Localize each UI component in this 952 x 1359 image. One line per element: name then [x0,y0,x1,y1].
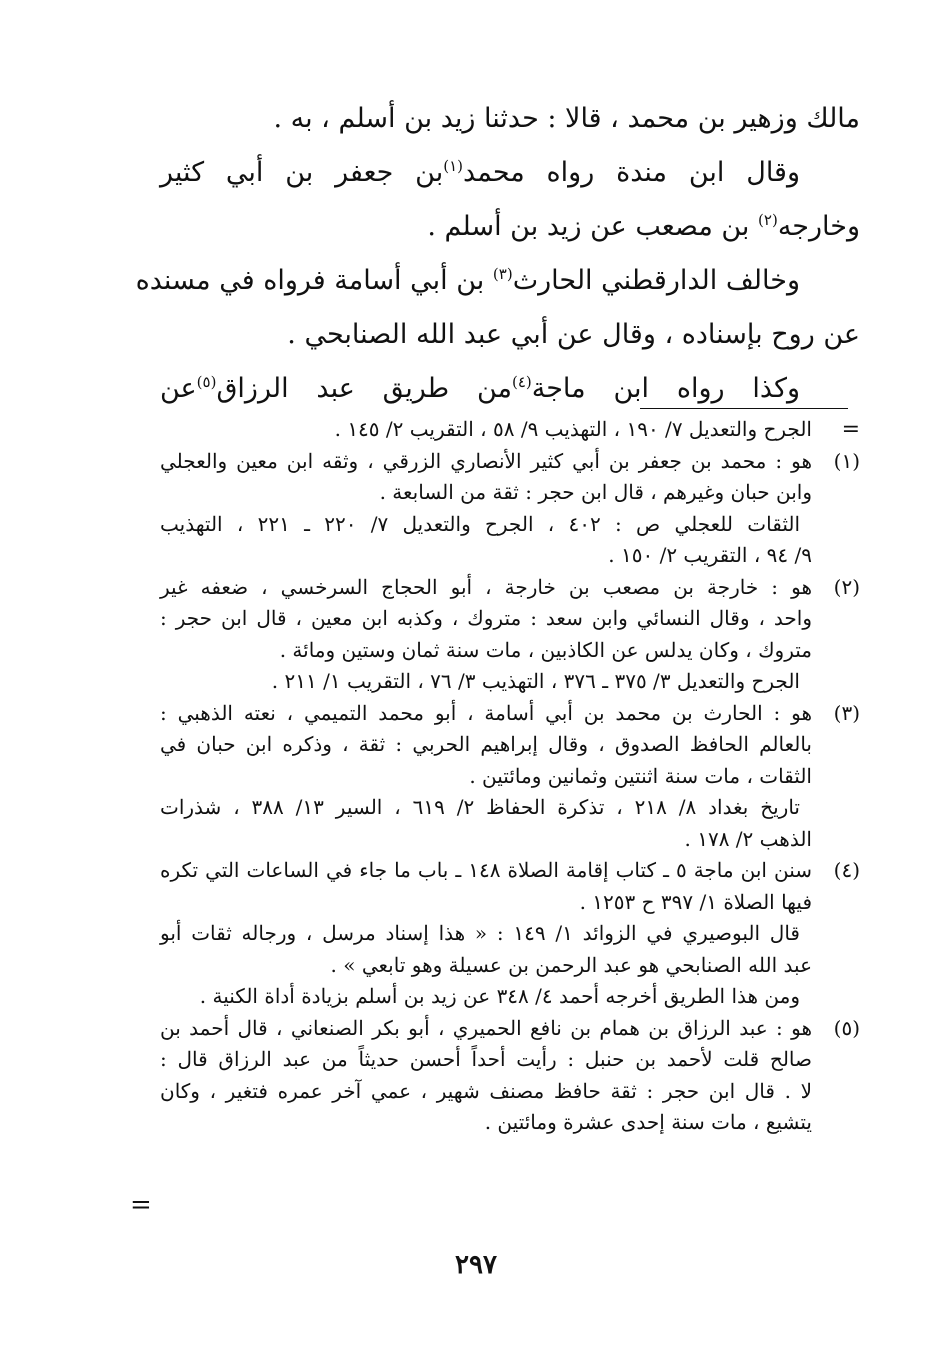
main-text-line [160,146,860,200]
footnote-ref-4: (٤) [511,373,532,391]
footnote-text: هو : الحارث بن محمد بن أبي أسامة ، أبو محمد التميمي ، نعته الذهبي : [160,700,812,725]
footnote-continuation-line: الجرح والتعديل ٧/ ١٩٠ ، التهذيب ٩/ ٥٨ ، التقريب ٢/ ١٤٥ . [334,417,812,441]
footnote-text: هو : خارجة بن مصعب بن خارجة ، أبو الحجاج السرخسي ، ضعفه غير [160,574,812,599]
footnote-3-line [160,698,860,730]
main-text-line: مالك وزهير بن محمد ، قالا : حدثنا زيد بن أسلم ، به . [273,103,860,134]
footnote-text: هو : عبد الرزاق بن همام بن نافع الحميري ، أبو بكر الصنعاني ، قال أحمد بن [160,1015,812,1040]
footnote-5-line [160,1013,860,1045]
main-text-line [135,254,860,308]
footnote-ref-2: (٢) [758,211,778,229]
footnote-3-line: بالعالم الحافظ الصدوق ، وقال إبراهيم الحربي : ثقة ، وذكره ابن حبان في [160,732,812,756]
footnote-3-line: الثقات ، مات سنة اثنتين وثمانين ومائتين . [469,763,812,788]
footnote-4-line [160,855,860,887]
main-text [135,92,860,416]
main-text-fragment: وقال ابن مندة رواه محمد [463,157,800,188]
continuation-mark: = [841,417,860,442]
page-number: ٢٩٧ [455,1250,497,1280]
footnote-2-line: متروك ، وكان يدلس عن الكاذبين ، مات سنة ثمان وستين ومائة . [279,637,812,662]
main-text-fragment: بن جعفر بن أبي كثير [160,157,444,188]
footnote-1-line: وابن حبان وغيرهم ، قال ابن حجر : ثقة من السابعة . [379,480,812,504]
footnote-5-line: صالح قلت لأحمد بن حنبل : رأيت أحداً أحسن حديثاً من عبد الرزاق قال : [160,1047,812,1071]
footnote-text: سنن ابن ماجة ٥ ـ كتاب إقامة الصلاة ١٤٨ ـ باب ما جاء في الساعات التي تكره [160,858,812,882]
footnote-4-ref-line: عبد الله الصنابحي هو عبد الرحمن بن عسيلة وهو تابعي » . [330,952,812,977]
main-text-fragment: وكذا رواه ابن ماجة [531,373,800,404]
footnote-4-ref-line: ومن هذا الطريق أخرجه أحمد ٤/ ٣٤٨ عن زيد بن أسلم بزيادة أداة الكنية . [199,984,800,1008]
main-text-fragment: وخارجه [777,211,860,242]
footnote-4-ref-line: قال البوصيري في الزوائد ١/ ١٤٩ : « هذا إسناد مرسل ، ورجاله ثقات أبو [160,921,800,945]
footnote-ref-5: (٥) [196,373,217,391]
footnote-number: (٣) [833,700,860,725]
continuation-mark-next-page: = [130,1190,152,1220]
main-text-fragment: من طريق عبد الرزاق [216,373,512,404]
footnote-number: (٥) [833,1015,860,1040]
footnote-3-ref-line: تاريخ بغداد ٨/ ٢١٨ ، تذكرة الحفاظ ٢/ ٦١٩ ، السير ١٣/ ٣٨٨ ، شذرات [160,795,801,819]
main-text-line: عن روح بإسناده ، وقال عن أبي عبد الله الصنابحي . [287,319,860,350]
footnote-4-line: فيها الصلاة ١/ ٣٩٧ ح ١٢٥٣ . [579,889,812,914]
footnote-number: (٢) [833,574,860,599]
footnote-2-ref-line: الجرح والتعديل ٣/ ٣٧٥ ـ ٣٧٦ ، التهذيب ٣/ ٧٦ ، التقريب ١/ ٢١١ . [271,669,800,693]
footnote-1-line [160,446,860,478]
footnotes [160,414,860,1139]
main-text-line [160,200,860,254]
main-text-fragment: عن [160,373,197,404]
footnote-number: (٤) [833,858,860,882]
footnote-5-line: يتشيع ، مات سنة إحدى عشرة ومائتين . [484,1110,812,1134]
footnote-1-ref-line: ٩/ ٩٤ ، التقريب ٢/ ١٥٠ . [608,543,812,567]
footnote-5-line: لا . قال ابن حجر : ثقة حافظ مصنف شهير ، عمي آخر عمره فتغير ، وكان [160,1078,812,1103]
footnote-3-ref-line: الذهب ٢/ ١٧٨ . [684,826,812,851]
footnote-ref-1: (١) [443,157,464,175]
main-text-fragment: وخالف الدارقطني الحارث [512,265,800,296]
footnote-2-line: واحد ، وقال النسائي وابن سعد : متروك ، وكذبه ابن معين ، قال ابن حجر : [160,606,812,630]
footnote-text: هو : محمد بن جعفر بن أبي كثير الأنصاري الزرقي ، وثقه ابن معين والعجلي [160,448,812,473]
main-text-fragment: بن مصعب عن زيد بن أسلم . [427,211,750,242]
footnote-number: (١) [833,448,860,473]
main-text-fragment: بن أبي أسامة فرواه في مسنده [135,265,485,296]
footnote-1-ref-line: الثقات للعجلي ص : ٤٠٢ ، الجرح والتعديل ٧/ ٢٢٠ ـ ٢٢١ ، التهذيب [160,511,801,536]
footnote-2-line [160,572,860,604]
footnote-separator [640,408,848,409]
footnote-ref-3: (٣) [492,265,513,283]
